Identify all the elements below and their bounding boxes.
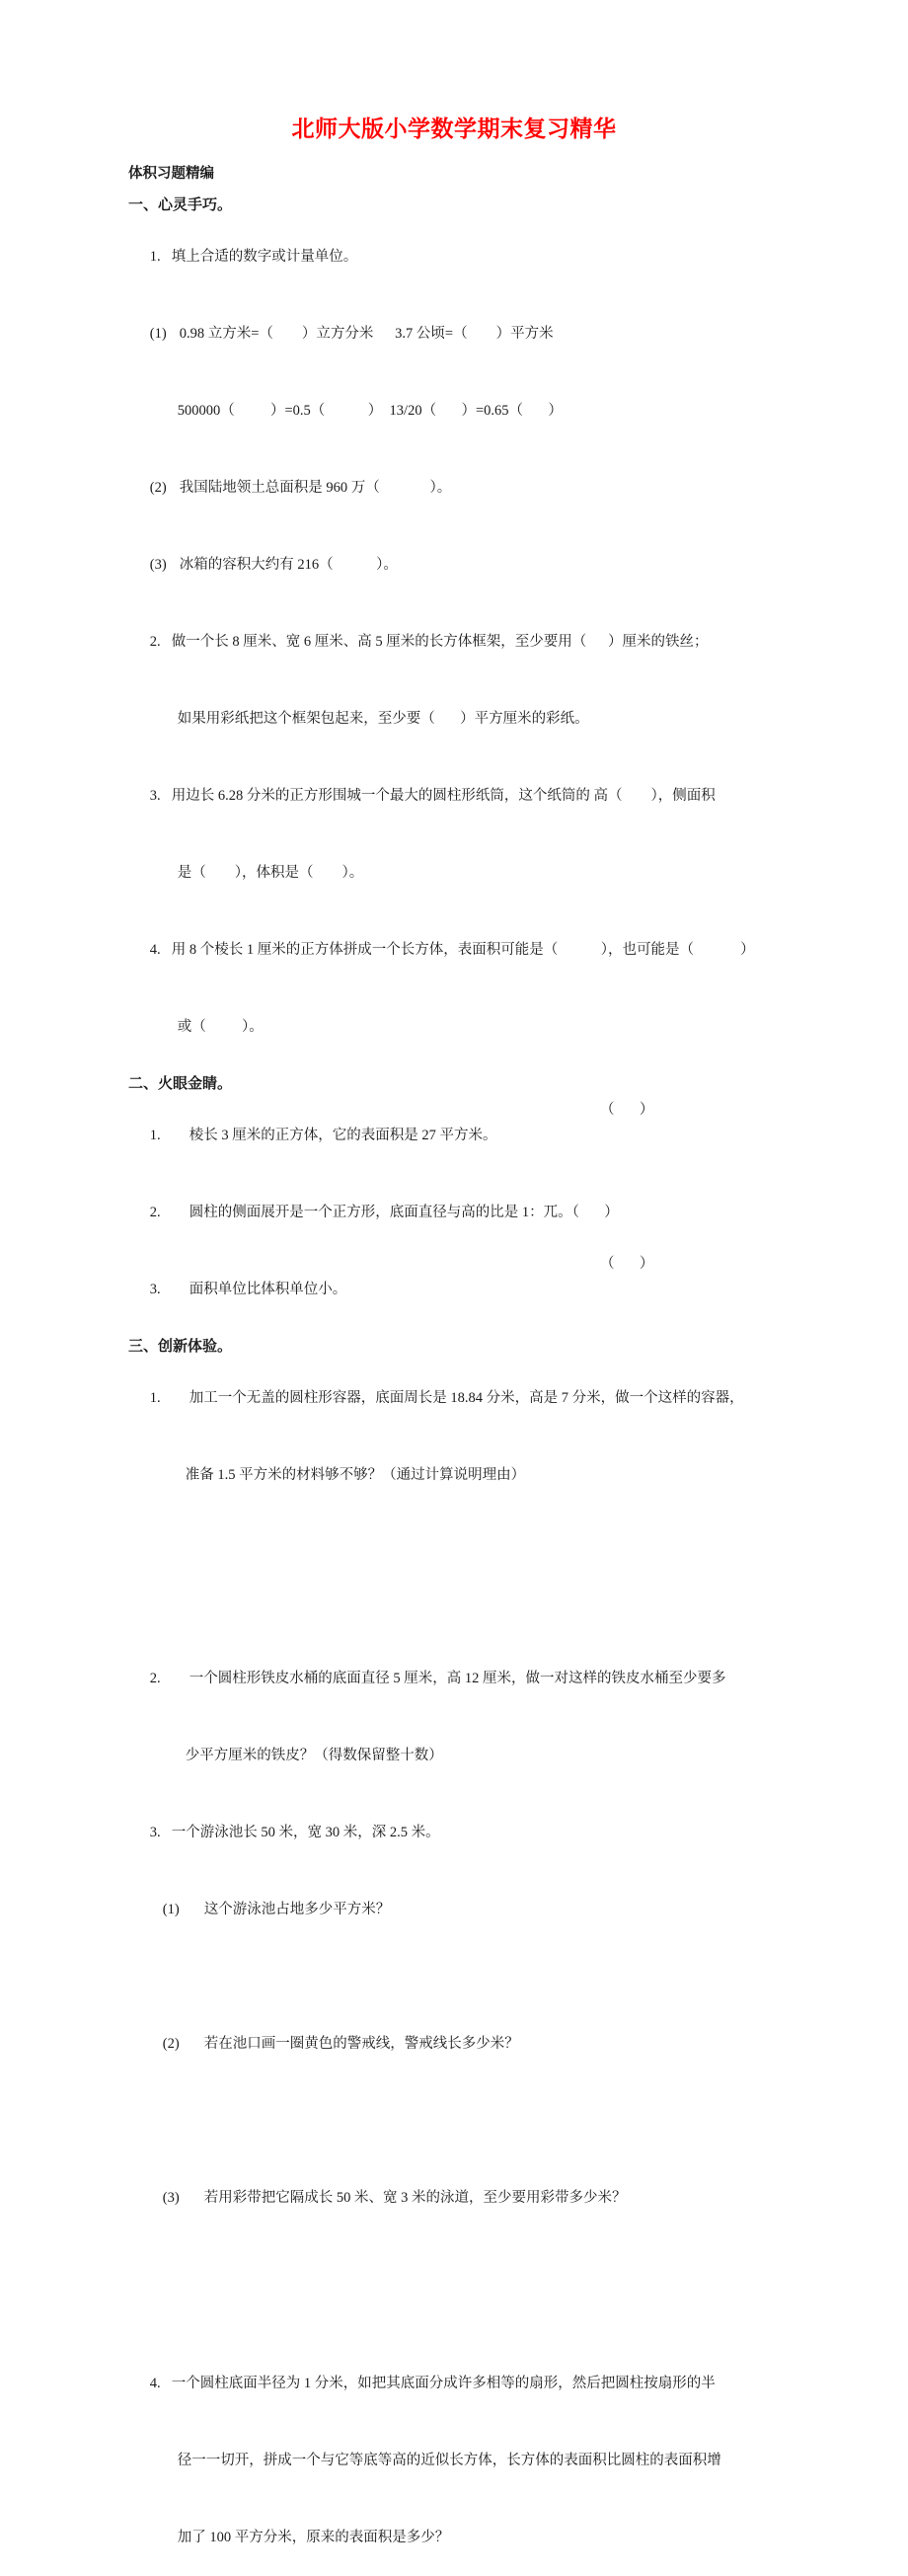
item-text: 0.98 立方米=（ ）立方分米 3.7 公顷=（ ）平方米: [179, 326, 554, 342]
question-2-1: [128, 1097, 839, 1174]
answer-space-3-3-a: [128, 1948, 839, 2005]
answer-space-3-1: [128, 1514, 839, 1640]
item-number: 3.: [149, 1825, 161, 1840]
item-text: 填上合适的数字或计量单位。: [171, 249, 358, 265]
item-text: 这个游泳池占地多少平方米？: [203, 1902, 391, 1917]
item-text: 棱长 3 厘米的正方体，它的表面积是 27 平方米。: [189, 1128, 497, 1143]
item-text: 一个圆柱形铁皮水桶的底面直径 5 厘米，高 12 厘米，做一对这样的铁皮水桶至少要多: [189, 1671, 726, 1686]
question-1-1: [128, 218, 839, 295]
item-number: 2.: [149, 634, 161, 650]
item-text: 一个圆柱底面半径为 1 分米，如把其底面分成许多相等的扇形，然后把圆柱按扇形的半: [171, 2376, 716, 2391]
question-2-3: [128, 1251, 839, 1328]
item-text: 我国陆地领土总面积是 960 万（ ）。: [179, 480, 452, 496]
question-3-4-cont-2: [128, 2499, 839, 2576]
page-title: 北师大版小学数学期末复习精华: [291, 117, 617, 142]
item-text: 径一一切开，拼成一个与它等底等高的近似长方体，长方体的表面积比圆柱的表面积增: [177, 2453, 721, 2468]
question-1-1-a-cont: [128, 372, 839, 449]
item-number: (1): [149, 326, 167, 342]
item-text: 用 8 个棱长 1 厘米的正方体拼成一个长方体，表面积可能是（ ），也可能是（ ）: [171, 942, 755, 958]
item-text: 用边长 6.28 分米的正方形围城一个最大的圆柱形纸筒，这个纸筒的 高（ ），侧面积: [171, 788, 716, 804]
item-text: 一个游泳池长 50 米，宽 30 米，深 2.5 米。: [171, 1825, 440, 1840]
item-number: 1.: [149, 1128, 161, 1143]
item-number: 3.: [149, 1282, 161, 1297]
item-number: 4.: [149, 2376, 161, 2391]
item-number: 3.: [149, 788, 161, 804]
question-3-3-c: [128, 2159, 839, 2236]
item-text: 500000（ ）=0.5（ ） 13/20（ ）=0.65（ ）: [177, 403, 563, 419]
item-number: (2): [149, 480, 167, 496]
item-number: (1): [162, 1902, 180, 1917]
item-number: 1.: [149, 249, 161, 265]
document-body: [128, 161, 839, 2576]
answer-blank[interactable]: （ ）: [600, 1256, 654, 1272]
item-text: 准备 1.5 平方米的材料够不够？（通过计算说明理由）: [185, 1467, 526, 1483]
answer-blank[interactable]: （ ）: [600, 1102, 654, 1118]
item-text: 冰箱的容积大约有 216（ ）。: [179, 557, 398, 573]
question-3-2: [128, 1640, 839, 1717]
item-text: 或（ ）。: [177, 1019, 264, 1035]
question-2-2: [128, 1174, 839, 1251]
question-3-3-a: [128, 1871, 839, 1948]
section-heading-3: 三、创新体验。: [128, 1337, 233, 1355]
item-text: 如果用彩纸把这个框架包起来，至少要（ ）平方厘米的彩纸。: [177, 711, 589, 727]
item-number: (3): [162, 2190, 180, 2206]
question-3-1-cont: [128, 1437, 839, 1514]
item-text: 少平方厘米的铁皮？（得数保留整十数）: [185, 1748, 443, 1763]
item-text: 加工一个无盖的圆柱形容器，底面周长是 18.84 分米，高是 7 分米，做一个这样的容器，: [189, 1390, 744, 1406]
item-number: 1.: [149, 1390, 161, 1406]
answer-space-3-3-c: [128, 2236, 839, 2345]
answer-space-3-3-b: [128, 2082, 839, 2159]
question-1-4-cont: [128, 988, 839, 1065]
question-3-2-cont: [128, 1717, 839, 1794]
item-text: 若用彩带把它隔成长 50 米、宽 3 米的泳道，至少要用彩带多少米？: [203, 2190, 627, 2206]
item-number: 2.: [149, 1671, 161, 1686]
question-1-1-c: [128, 526, 839, 603]
document-subtitle: 体积习题精编: [128, 166, 214, 182]
question-1-1-b: [128, 449, 839, 526]
item-number: 2.: [149, 1205, 161, 1220]
question-3-4-cont-1: [128, 2422, 839, 2499]
item-text: 是（ ），体积是（ ）。: [177, 865, 364, 881]
item-number: (2): [162, 2036, 180, 2052]
question-1-4: [128, 911, 839, 988]
section-heading-2: 二、火眼金睛。: [128, 1074, 233, 1092]
item-text: 若在池口画一圈黄色的警戒线，警戒线长多少米？: [203, 2036, 519, 2052]
item-text: 做一个长 8 厘米、宽 6 厘米、高 5 厘米的长方体框架，至少要用（ ）厘米的铁丝；: [171, 634, 709, 650]
item-number: 4.: [149, 942, 161, 958]
question-3-3: [128, 1794, 839, 1871]
section-heading-1: 一、心灵手巧。: [128, 195, 233, 213]
question-1-1-a: [128, 295, 839, 372]
question-3-1: [128, 1360, 839, 1437]
item-text: 圆柱的侧面展开是一个正方形，底面直径与高的比是 1：兀。（ ）: [189, 1205, 619, 1220]
item-number: (3): [149, 557, 167, 573]
item-text: 加了 100 平方分米，原来的表面积是多少？: [177, 2530, 450, 2545]
question-1-2-cont: [128, 680, 839, 757]
question-1-2: [128, 603, 839, 680]
question-3-4: [128, 2345, 839, 2422]
question-1-3-cont: [128, 834, 839, 911]
question-3-3-b: [128, 2005, 839, 2082]
question-1-3: [128, 757, 839, 834]
item-text: 面积单位比体积单位小。: [189, 1282, 347, 1297]
